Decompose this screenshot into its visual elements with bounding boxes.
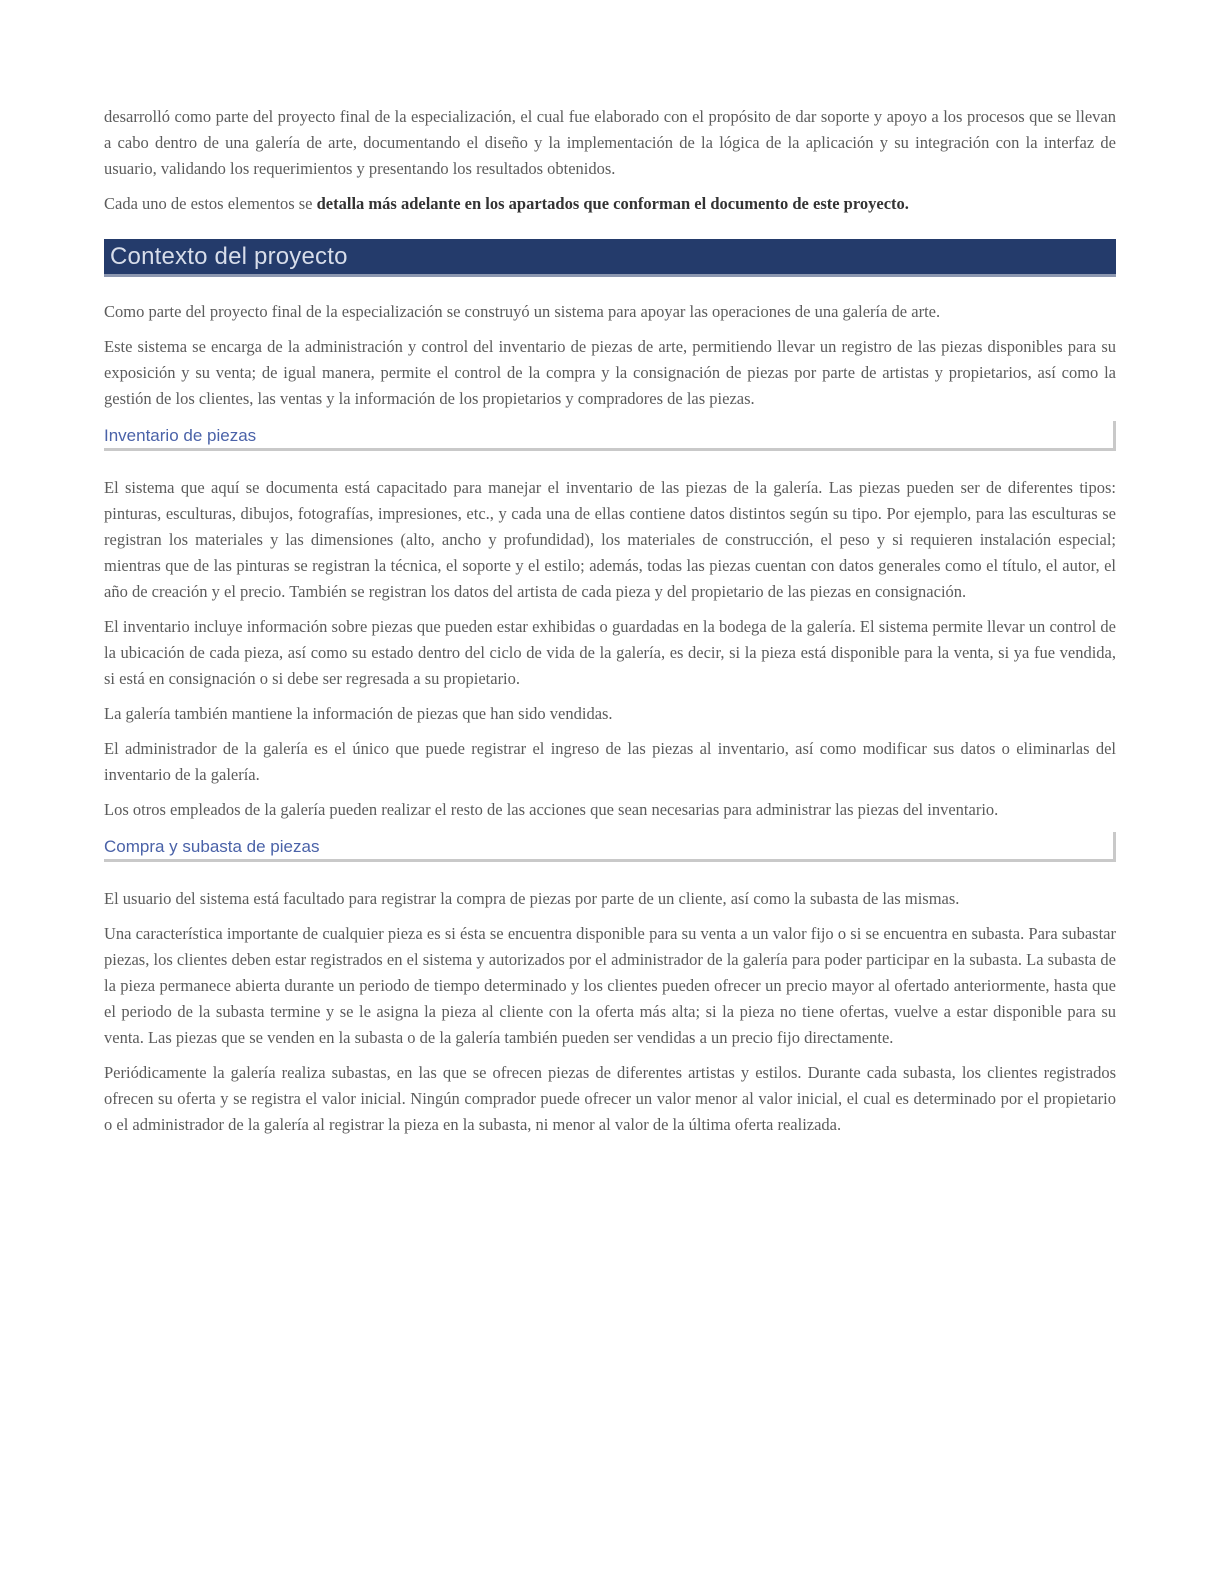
intro-paragraph-2-bold: detalla más adelante en los apartados que conforman el documento de este proyecto. bbox=[316, 194, 909, 213]
inventario-paragraph: El administrador de la galería es el único que puede registrar el ingreso de las piezas al inventario, así como modificar sus datos o eliminarlas del inventario de la galería. bbox=[104, 739, 1116, 784]
subsection-heading-inventario bbox=[104, 421, 1116, 451]
inventario-paragraph: Los otros empleados de la galería pueden realizar el resto de las acciones que sean necesarias para administrar las piezas del inventario. bbox=[104, 800, 999, 819]
section-heading bbox=[104, 239, 1116, 277]
compra-paragraph: Periódicamente la galería realiza subastas, en las que se ofrecen piezas de diferentes artistas y estilos. Durante cada subasta, los clientes registrados ofrecen su oferta y se registra el valor inicial. Ningún comprador puede ofrecer un valor menor al valor inicial, el cual es determinado por el propietario o el administrador de la galería al registrar la pieza en la subasta, ni menor al valor de la última oferta realizada. bbox=[104, 1063, 1116, 1134]
subsection-heading-compra bbox=[104, 832, 1116, 862]
intro-paragraph-2-text: Cada uno de estos elementos se bbox=[104, 194, 317, 213]
section-heading-text: Contexto del proyecto bbox=[110, 242, 348, 270]
inventario-paragraph: El inventario incluye información sobre piezas que pueden estar exhibidas o guardadas en la bodega de la galería. El sistema permite llevar un control de la ubicación de cada pieza, así como su estado dentro del ciclo de vida de la galería, es decir, si la pieza está disponible para la venta, si ya fue vendida, si está en consignación o si debe ser regresada a su propietario. bbox=[104, 617, 1116, 688]
compra-paragraph: Una característica importante de cualquier pieza es si ésta se encuentra disponible para su venta a un valor fijo o si se encuentra en subasta. Para subastar piezas, los clientes deben estar registrados en el sistema y autorizados por el administrador de la galería para poder participar en la subasta. La subasta de la pieza permanece abierta durante un periodo de tiempo determinado y los clientes pueden ofrecer un precio mayor al ofertado anteriormente, hasta que el periodo de la subasta termine y se le asigna la pieza al cliente con la oferta más alta; si la pieza no tiene ofertas, vuelve a estar disponible para su venta. Las piezas que se venden en la subasta o de la galería también pueden ser vendidas a un precio fijo directamente. bbox=[104, 924, 1116, 1047]
inventario-paragraph: El sistema que aquí se documenta está capacitado para manejar el inventario de las piezas de la galería. Las piezas pueden ser de diferentes tipos: pinturas, esculturas, dibujos, fotografías, impresiones, etc., y cada una de ellas contiene datos distintos según su tipo. Por ejemplo, para las esculturas se registran los materiales y las dimensiones (alto, ancho y profundidad), los materiales de construcción, el peso y si requieren instalación especial; mientras que de las pinturas se registran la técnica, el soporte y el estilo; además, todas las piezas cuentan con datos generales como el título, el autor, el año de creación y el precio. También se registran los datos del artista de cada pieza y del propietario de las piezas en consignación. bbox=[104, 478, 1116, 601]
section-paragraph: Como parte del proyecto final de la especialización se construyó un sistema para apoyar las operaciones de una galería de arte. bbox=[104, 302, 941, 321]
inventario-paragraph: La galería también mantiene la información de piezas que han sido vendidas. bbox=[104, 704, 613, 723]
intro-paragraph-2 bbox=[104, 191, 1116, 217]
intro-paragraph: desarrolló como parte del proyecto final de la especialización, el cual fue elaborado con el propósito de dar soporte y apoyo a los procesos que se llevan a cabo dentro de una galería de arte, documentando el diseño y la implementación de la lógica de la aplicación y su integración con la interfaz de usuario, validando los requerimientos y presentando los resultados obtenidos. bbox=[104, 107, 1116, 178]
subsection-heading-text: Inventario de piezas bbox=[104, 426, 257, 445]
compra-paragraph: El usuario del sistema está facultado para registrar la compra de piezas por parte de un cliente, así como la subasta de las mismas. bbox=[104, 889, 960, 908]
document-page bbox=[104, 104, 1116, 1147]
subsection-heading-text: Compra y subasta de piezas bbox=[104, 837, 320, 856]
section-paragraph: Este sistema se encarga de la administración y control del inventario de piezas de arte, permitiendo llevar un registro de las piezas disponibles para su exposición y su venta; de igual manera, permite el control de la compra y la consignación de piezas por parte de artistas y propietarios, así como la gestión de los clientes, las ventas y la información de los propietarios y compradores de las piezas. bbox=[104, 337, 1116, 408]
